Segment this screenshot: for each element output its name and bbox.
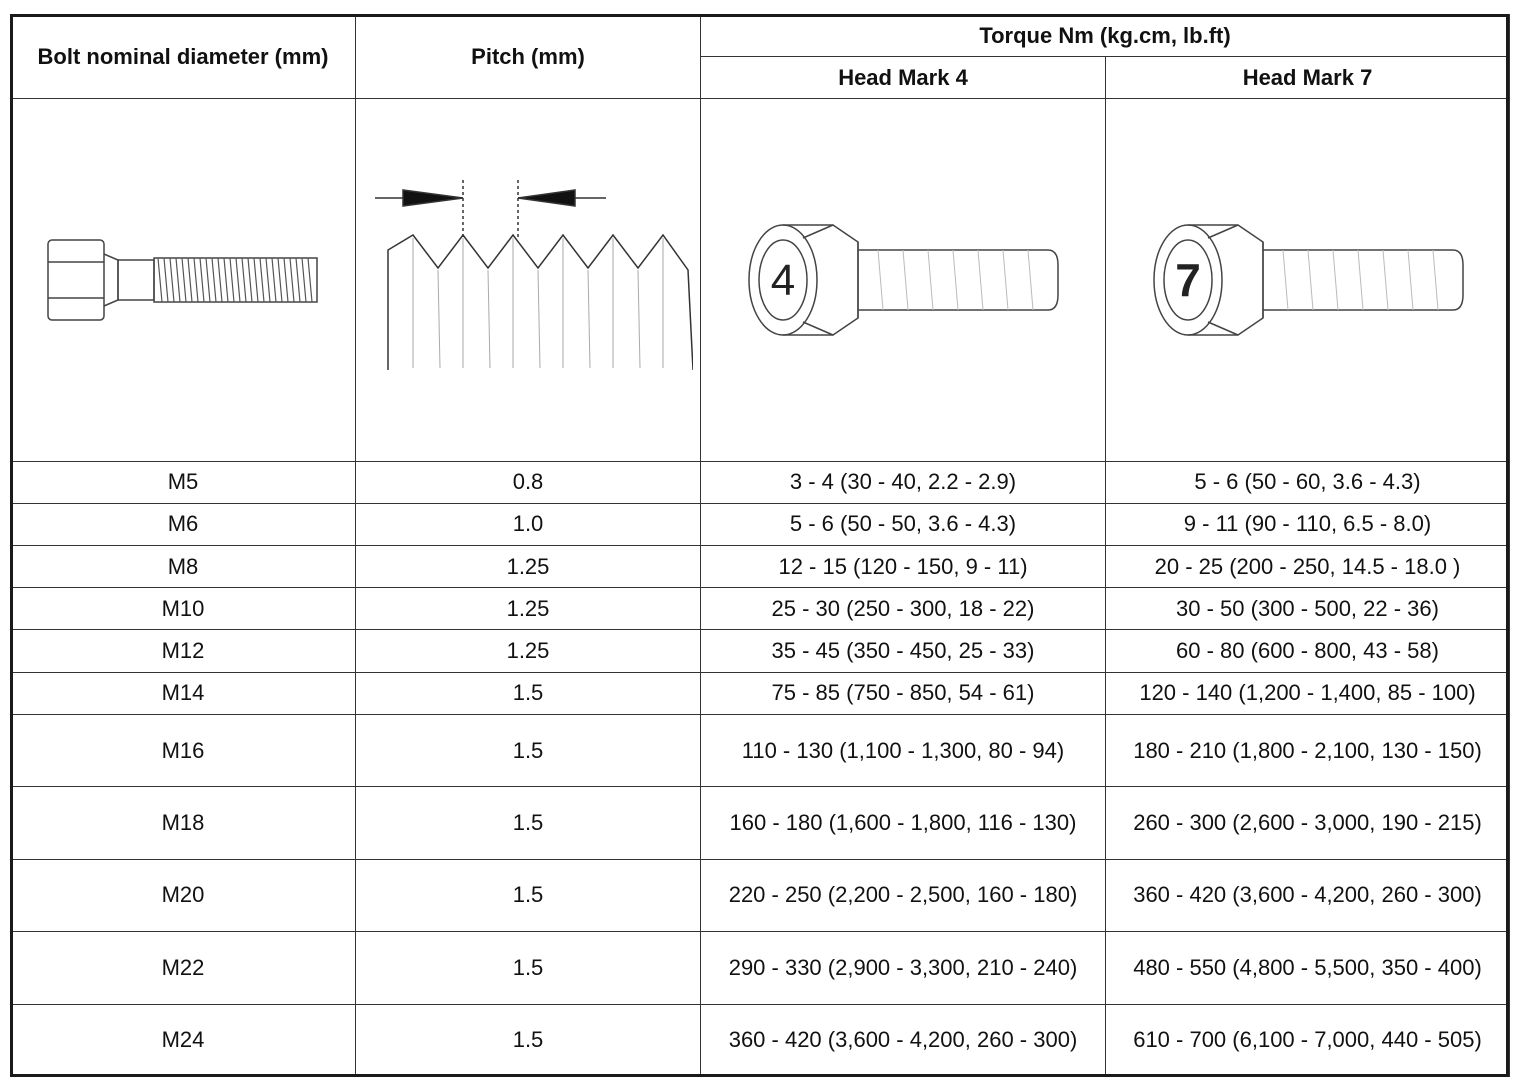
header-torque: Torque Nm (kg.cm, lb.ft)	[701, 15, 1510, 57]
cell-head4: 75 - 85 (750 - 850, 54 - 61)	[701, 672, 1106, 714]
cell-head7: 60 - 80 (600 - 800, 43 - 58)	[1106, 630, 1510, 672]
table-frame	[10, 14, 1509, 1077]
cell-pitch: 1.5	[356, 714, 701, 786]
cell-diameter: M22	[11, 932, 356, 1004]
cell-pitch: 1.0	[356, 503, 701, 545]
cell-head7: 30 - 50 (300 - 500, 22 - 36)	[1106, 588, 1510, 630]
cell-head4: 35 - 45 (350 - 450, 25 - 33)	[701, 630, 1106, 672]
cell-pitch: 1.5	[356, 859, 701, 931]
cell-diameter: M20	[11, 859, 356, 931]
header-head-mark-4: Head Mark 4	[701, 57, 1106, 99]
cell-head7: 120 - 140 (1,200 - 1,400, 85 - 100)	[1106, 672, 1510, 714]
header-bolt-diameter: Bolt nominal diameter (mm)	[11, 15, 356, 99]
cell-diameter: M24	[11, 1004, 356, 1076]
cell-pitch: 0.8	[356, 461, 701, 503]
cell-diameter: M18	[11, 787, 356, 859]
header-pitch: Pitch (mm)	[356, 15, 701, 99]
cell-pitch: 1.5	[356, 672, 701, 714]
cell-head7: 20 - 25 (200 - 250, 14.5 - 18.0 )	[1106, 545, 1510, 587]
cell-head7: 180 - 210 (1,800 - 2,100, 130 - 150)	[1106, 714, 1510, 786]
cell-head7: 9 - 11 (90 - 110, 6.5 - 8.0)	[1106, 503, 1510, 545]
cell-diameter: M8	[11, 545, 356, 587]
head-mark-4-numeral: 4	[770, 255, 796, 305]
cell-head4: 25 - 30 (250 - 300, 18 - 22)	[701, 588, 1106, 630]
cell-diameter: M12	[11, 630, 356, 672]
cell-head4: 220 - 250 (2,200 - 2,500, 160 - 180)	[701, 859, 1106, 931]
cell-head4: 360 - 420 (3,600 - 4,200, 260 - 300)	[701, 1004, 1106, 1076]
cell-diameter: M14	[11, 672, 356, 714]
cell-pitch: 1.5	[356, 787, 701, 859]
cell-diameter: M6	[11, 503, 356, 545]
cell-diameter: M16	[11, 714, 356, 786]
cell-head4: 290 - 330 (2,900 - 3,300, 210 - 240)	[701, 932, 1106, 1004]
cell-head7: 360 - 420 (3,600 - 4,200, 260 - 300)	[1106, 859, 1510, 931]
cell-pitch: 1.5	[356, 932, 701, 1004]
cell-pitch: 1.5	[356, 1004, 701, 1076]
cell-head7: 5 - 6 (50 - 60, 3.6 - 4.3)	[1106, 461, 1510, 503]
cell-diameter: M10	[11, 588, 356, 630]
header-head-mark-7: Head Mark 7	[1106, 57, 1510, 99]
cell-head7: 480 - 550 (4,800 - 5,500, 350 - 400)	[1106, 932, 1510, 1004]
cell-head4: 3 - 4 (30 - 40, 2.2 - 2.9)	[701, 461, 1106, 503]
cell-head4: 110 - 130 (1,100 - 1,300, 80 - 94)	[701, 714, 1106, 786]
cell-head4: 160 - 180 (1,600 - 1,800, 116 - 130)	[701, 787, 1106, 859]
head-mark-7-numeral: 7	[1174, 253, 1201, 306]
cell-head4: 12 - 15 (120 - 150, 9 - 11)	[701, 545, 1106, 587]
cell-head4: 5 - 6 (50 - 50, 3.6 - 4.3)	[701, 503, 1106, 545]
cell-diameter: M5	[11, 461, 356, 503]
cell-head7: 610 - 700 (6,100 - 7,000, 440 - 505)	[1106, 1004, 1510, 1076]
cell-pitch: 1.25	[356, 588, 701, 630]
cell-pitch: 1.25	[356, 630, 701, 672]
cell-head7: 260 - 300 (2,600 - 3,000, 190 - 215)	[1106, 787, 1510, 859]
cell-pitch: 1.25	[356, 545, 701, 587]
